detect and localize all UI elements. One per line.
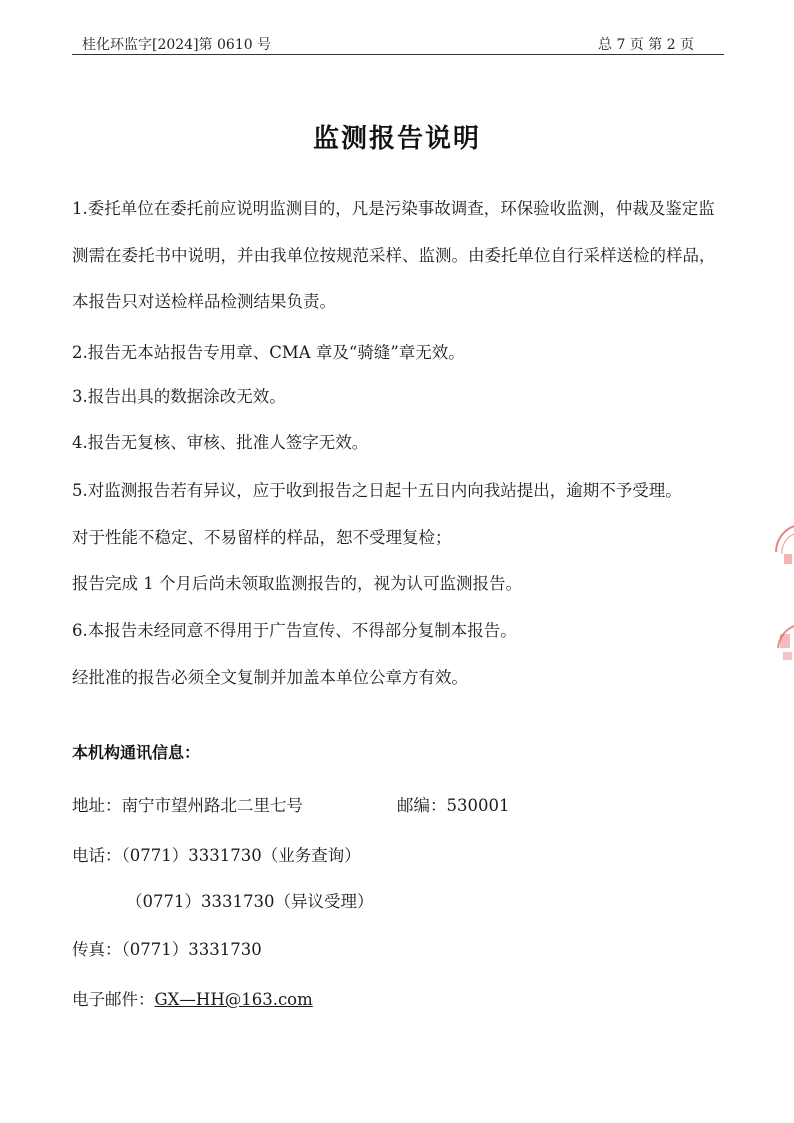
paragraph-5-sentence-1: 5.对监测报告若有异议，应于收到报告之日起十五日内向我站提出，逾期不予受理。 xyxy=(72,481,682,500)
phone-line-2: （0771）3331730（异议受理） xyxy=(126,892,374,911)
paragraph-1: 1.委托单位在委托前应说明监测目的，凡是污染事故调查，环保验收监测，仲裁及鉴定监测需在委托书中说明，并由我单位按规范采样、监测。由委托单位自行采样送检的样品，本报告只对送检样品检测结果负责。 xyxy=(72,199,716,311)
paragraph-2: 2.报告无本站报告专用章、CMA 章及“骑缝”章无效。 xyxy=(72,343,465,362)
paragraph-3: 3.报告出具的数据涂改无效。 xyxy=(72,387,286,406)
email-label: 电子邮件： xyxy=(72,990,155,1009)
postal-code: 邮编：530001 xyxy=(397,796,510,815)
paragraph-5-sentence-2: 对于性能不稳定、不易留样的样品，恕不受理复检； xyxy=(72,527,452,547)
seam-stamp-fragment xyxy=(774,622,794,672)
report-number: 桂化环监字[2024]第 0610 号 xyxy=(82,37,272,53)
contact-heading: 本机构通讯信息： xyxy=(72,743,201,762)
paragraph-4: 4.报告无复核、审核、批准人签字无效。 xyxy=(72,433,369,452)
seam-stamp-fragment xyxy=(774,524,794,574)
page-title: 监测报告说明 xyxy=(312,124,481,154)
page-indicator: 总 7 页 第 2 页 xyxy=(598,37,695,53)
header-divider xyxy=(72,54,724,55)
paragraph-6-sentence-1: 6.本报告未经同意不得用于广告宣传、不得部分复制本报告。 xyxy=(72,621,517,640)
phone-label: 电话： xyxy=(72,846,122,865)
phone-line-1 xyxy=(72,842,361,866)
address-line: 地址：南宁市望州路北二里七号 xyxy=(72,796,303,815)
paragraph-6 xyxy=(72,608,722,701)
paragraph-5 xyxy=(72,468,722,608)
fax-line: 传真：（0771）3331730 xyxy=(72,940,262,959)
email-line xyxy=(72,986,313,1010)
phone-number-1: （0771）3331730（业务查询） xyxy=(121,846,361,865)
paragraph-6-sentence-2: 经批准的报告必须全文复制并加盖本单位公章方有效。 xyxy=(72,667,468,687)
paragraph-5-sentence-3: 报告完成 1 个月后尚未领取监测报告的，视为认可监测报告。 xyxy=(72,574,522,593)
email-link[interactable]: GX—HH@163.com xyxy=(154,990,313,1009)
